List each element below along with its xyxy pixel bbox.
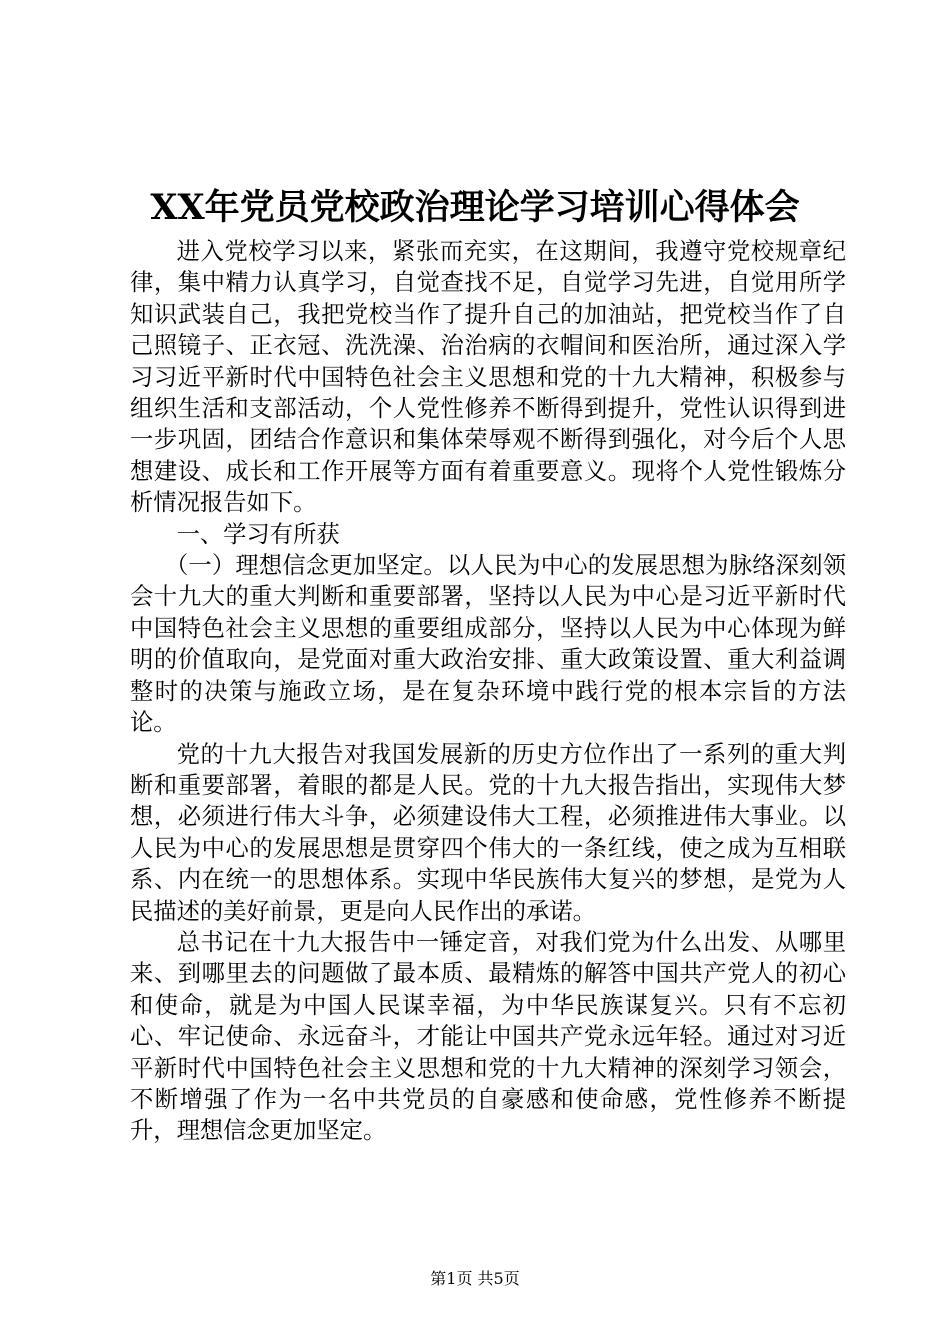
document-title: XX年党员党校政治理论学习培训心得体会 <box>150 187 800 228</box>
document-body <box>130 236 846 1147</box>
body-paragraph: 总书记在十九大报告中一锤定音，对我们党为什么出发、从哪里来、到哪里去的问题做了最本质、最精炼的解答中国共产党人的初心和使命，就是为中国人民谋幸福，为中华民族谋复兴。只有不忘初心、牢记使命、永远奋斗，才能让中国共产党永远年轻。通过对习近平新时代中国特色社会主义思想和党的十九大精神的深刻学习领会，不断增强了作为一名中共党员的自豪感和使命感，党性修养不断提升，理想信念更加坚定。 <box>130 928 846 1145</box>
body-paragraph: （一）理想信念更加坚定。以人民为中心的发展思想为脉络深刻领会十九大的重大判断和重要部署，坚持以人民为中心是习近平新时代中国特色社会主义思想的重要组成部分，坚持以人民为中心体现为鲜明的价值取向，是党面对重大政治安排、重大政策设置、重大利益调整时的决策与施政立场，是在复杂环境中践行党的根本宗旨的方法论。 <box>130 552 846 737</box>
body-paragraph: 党的十九大报告对我国发展新的历史方位作出了一系列的重大判断和重要部署，着眼的都是人民。党的十九大报告指出，实现伟大梦想，必须进行伟大斗争，必须建设伟大工程，必须推进伟大事业。以人民为中心的发展思想是贯穿四个伟大的一条红线，使之成为互相联系、内在统一的思想体系。实现中华民族伟大复兴的梦想，是党为人民描述的美好前景，更是向人民作出的承诺。 <box>130 740 846 925</box>
section-heading: 一、学习有所获 <box>176 520 340 548</box>
body-paragraph: 进入党校学习以来，紧张而充实，在这期间，我遵守党校规章纪律，集中精力认真学习，自觉查找不足，自觉学习先进，自觉用所学知识武装自己，我把党校当作了提升自己的加油站，把党校当作了自己照镜子、正衣冠、洗洗澡、治治病的衣帽间和医治所，通过深入学习习近平新时代中国特色社会主义思想和党的十九大精神，积极参与组织生活和支部活动，个人党性修养不断得到提升，党性认识得到进一步巩固，团结合作意识和集体荣辱观不断得到强化，对今后个人思想建设、成长和工作开展等方面有着重要意义。现将个人党性锻炼分析情况报告如下。 <box>130 238 846 517</box>
page-number-footer: 第1页 共5页 <box>430 1269 520 1288</box>
